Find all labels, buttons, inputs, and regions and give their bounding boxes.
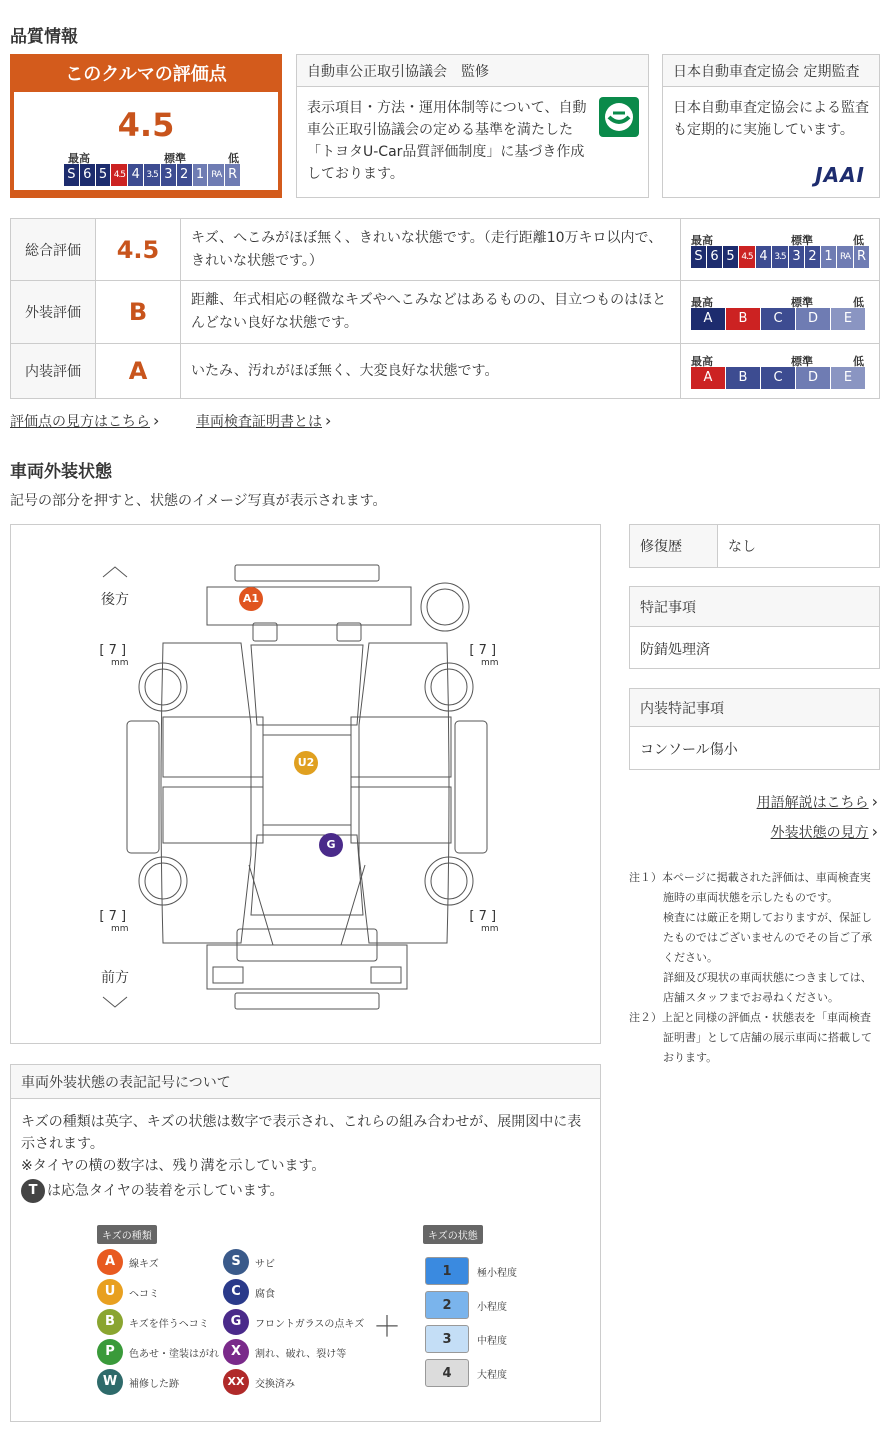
legend-state-item	[425, 1291, 507, 1319]
kind-label: 色あせ・塗装はがれ	[129, 1348, 219, 1360]
legend-kind-item	[223, 1279, 275, 1305]
kind-label: サビ	[255, 1258, 275, 1270]
repair-label: 修復歴	[630, 525, 718, 567]
tread-unit: mm	[481, 658, 499, 668]
kousei-logo-icon	[599, 97, 639, 137]
legend-kind-item	[223, 1369, 295, 1395]
legend-state-item	[425, 1325, 507, 1353]
note-2: 注２）上記と同様の評価点・状態表を「車両検査証明書」として店舗の展示車両に搭載しております。	[629, 1011, 872, 1064]
jaai-logo: JAAI	[815, 163, 865, 187]
scale-step: RA	[208, 164, 224, 186]
scale-step: 1	[821, 246, 836, 268]
kind-icon: XX	[223, 1369, 249, 1395]
score-scale	[64, 164, 240, 186]
car-diagram-icon	[11, 525, 600, 1043]
kind-title: キズの種類	[97, 1225, 157, 1244]
scale-step: 3.5	[144, 164, 160, 186]
scale-step: 2	[805, 246, 820, 268]
special-notes	[629, 586, 880, 669]
damage-mark-g[interactable]: G	[319, 833, 343, 857]
kind-icon: U	[97, 1279, 123, 1305]
row-score-scale	[691, 246, 869, 268]
scale-step: 4	[756, 246, 771, 268]
kind-label: ヘコミ	[129, 1288, 159, 1300]
interior-special-notes	[629, 688, 880, 770]
row-grade: 4.5	[96, 219, 181, 281]
overall-score: 4.5	[117, 106, 175, 144]
legend-text-3: は応急タイヤの装着を示しています。	[47, 1183, 284, 1199]
scale-step: 4	[128, 164, 143, 186]
repair-history	[629, 524, 880, 568]
interior-special-label: 内装特記事項	[630, 689, 879, 727]
row-grade-scale	[691, 367, 869, 389]
grade-step: A	[691, 367, 725, 389]
rear-label: 後方	[101, 592, 129, 608]
scale-step: 4.5	[739, 246, 755, 268]
state-label: 大程度	[477, 1369, 507, 1381]
table-row: 外装評価 B 距離、年式相応の軽微なキズやへこみなどはあるものの、目立つものはほとんどない良好な状態です。 最高 標準 低 A B C D E	[11, 281, 880, 344]
glossary-link[interactable]: 用語解説はこちら ›	[757, 792, 878, 812]
table-row: 総合評価 4.5 キズ、へこみがほぼ無く、きれいな状態です。（走行距離10万キロ以内で、きれいな状態です。） 最高 標準 低 S 6 5 4.5 4 3.5 3 2 1 RA R	[11, 219, 880, 281]
legend-state-item	[425, 1359, 507, 1387]
row-grade-scale	[691, 308, 869, 330]
scale-step: 5	[723, 246, 738, 268]
legend-text-1: キズの種類は英字、キズの状態は数字で表示され、これらの組み合わせが、展開図中に表示されます。	[21, 1114, 582, 1152]
state-icon: 4	[425, 1359, 469, 1387]
tread-rr: 7	[478, 643, 487, 658]
exterior-view-link[interactable]: 外装状態の見方 ›	[771, 822, 878, 842]
tread-unit: mm	[111, 924, 129, 934]
scale-step: 3	[161, 164, 176, 186]
state-label: 極小程度	[477, 1267, 517, 1279]
kind-icon: X	[223, 1339, 249, 1365]
jaai-title: 日本自動車査定協会 定期監査	[663, 55, 879, 87]
legend-kind-item	[97, 1309, 209, 1335]
plus-sign: ＋	[373, 1310, 402, 1343]
scale-step: 6	[80, 164, 95, 186]
grade-step: B	[726, 308, 760, 330]
scale-step: 1	[193, 164, 208, 186]
special-value: 防錆処理済	[640, 642, 710, 658]
kind-label: 交換済み	[255, 1378, 295, 1390]
damage-mark-u2[interactable]: U2	[294, 751, 318, 775]
row-desc: キズ、へこみがほぼ無く、きれいな状態です。（走行距離10万キロ以内で、きれいな状態です。）	[181, 219, 681, 281]
note-1c: 詳細及び現状の車両状態につきましては、店舗スタッフまでお尋ねください。	[663, 971, 872, 1004]
row-label: 内装評価	[11, 344, 96, 399]
state-icon: 1	[425, 1257, 469, 1285]
scale-step: RA	[837, 246, 853, 268]
row-label: 外装評価	[11, 281, 96, 344]
legend-kind-item	[223, 1339, 346, 1365]
table-row: 内装評価 A いたみ、汚れがほぼ無く、大変良好な状態です。 最高 標準 低 A B C D E	[11, 344, 880, 399]
scale-low-label: 低	[228, 152, 239, 165]
grade-step: A	[691, 308, 725, 330]
section-title-exterior: 車両外装状態	[10, 462, 112, 482]
legend-state-item	[425, 1257, 517, 1285]
kind-icon: G	[223, 1309, 249, 1335]
kind-label: フロントガラスの点キズ	[255, 1318, 365, 1330]
state-label: 小程度	[477, 1301, 507, 1313]
tread-rl: 7	[108, 643, 117, 658]
interior-special-value: コンソール傷小	[640, 742, 738, 758]
kind-label: 割れ、破れ、裂け等	[255, 1348, 347, 1360]
scale-step: R	[225, 164, 240, 186]
legend-kind-item	[97, 1369, 179, 1395]
overall-score-box	[10, 54, 282, 198]
exterior-note: 記号の部分を押すと、状態のイメージ写真が表示されます。	[10, 493, 387, 509]
tread-unit: mm	[111, 658, 129, 668]
special-label: 特記事項	[630, 587, 879, 627]
legend-kind-item	[97, 1279, 159, 1305]
kind-label: 補修した跡	[129, 1378, 179, 1390]
kind-label: 線キズ	[129, 1258, 159, 1270]
kind-icon: A	[97, 1249, 123, 1275]
scale-step: 3	[789, 246, 804, 268]
legend-title: 車両外装状態の表記記号について	[11, 1065, 600, 1099]
kousei-text: 表示項目・方法・運用体制等について、自動車公正取引協議会の定める基準を満たした「トヨタU-Car品質評価制度」に基づき作成しております。	[307, 100, 587, 182]
tread-unit: mm	[481, 924, 499, 934]
scale-step: 5	[96, 164, 111, 186]
kind-icon: S	[223, 1249, 249, 1275]
exterior-diagram: 後方 前方 [ 7 ] mm [ 7 ] mm [ 7 ] mm [ 7 ] mm A1 U2 G	[10, 524, 601, 1044]
grade-step: E	[831, 308, 865, 330]
grade-step: E	[831, 367, 865, 389]
grade-step: D	[796, 367, 830, 389]
scale-step: 2	[177, 164, 192, 186]
scale-step: S	[691, 246, 706, 268]
row-label: 総合評価	[11, 219, 96, 281]
kind-icon: C	[223, 1279, 249, 1305]
note-1b: 検査には厳正を期しておりますが、保証したものではございませんのでその旨ご了承ください。	[663, 911, 872, 964]
kind-label: 腐食	[255, 1288, 275, 1300]
jaai-text: 日本自動車査定協会による監査も定期的に実施しています。	[673, 100, 869, 138]
scale-step: S	[64, 164, 79, 186]
scale-std-label: 標準	[164, 152, 186, 165]
scale-step: 3.5	[772, 246, 788, 268]
note-1: 注１）本ページに掲載された評価は、車両検査実施時の車両状態を示したものです。	[629, 871, 871, 904]
evaluation-table	[10, 218, 880, 399]
kind-icon: P	[97, 1339, 123, 1365]
scale-step: R	[854, 246, 869, 268]
grade-step: D	[796, 308, 830, 330]
legend-box	[10, 1064, 601, 1422]
front-label: 前方	[101, 970, 129, 986]
kind-icon: W	[97, 1369, 123, 1395]
section-title-quality: 品質情報	[10, 27, 78, 47]
legend-text-2: ※タイヤの横の数字は、残り溝を示しています。	[21, 1158, 326, 1174]
cert-link[interactable]: 車両検査証明書とは ›	[196, 411, 331, 431]
legend-kind-item	[97, 1339, 219, 1365]
grade-step: C	[761, 308, 795, 330]
legend-kind-item	[223, 1249, 275, 1275]
state-label: 中程度	[477, 1335, 507, 1347]
kousei-title: 自動車公正取引協議会 監修	[297, 55, 648, 87]
state-title: キズの状態	[423, 1225, 483, 1244]
state-icon: 2	[425, 1291, 469, 1319]
temporary-tire-icon: T	[21, 1179, 45, 1203]
jaai-box	[662, 54, 880, 198]
damage-mark-a1[interactable]: A1	[239, 587, 263, 611]
grade-step: B	[726, 367, 760, 389]
grade-step: C	[761, 367, 795, 389]
state-icon: 3	[425, 1325, 469, 1353]
legend-kind-item	[97, 1249, 159, 1275]
tread-fr: 7	[478, 909, 487, 924]
kind-label: キズを伴うヘコミ	[129, 1318, 209, 1330]
scale-step: 6	[707, 246, 722, 268]
kousei-box	[296, 54, 649, 198]
scale-high-label: 最高	[68, 152, 90, 165]
scale-step: 4.5	[111, 164, 127, 186]
row-grade: A	[96, 344, 181, 399]
tread-fl: 7	[108, 909, 117, 924]
row-desc: 距離、年式相応の軽微なキズやへこみなどはあるものの、目立つものはほとんどない良好な状態です。	[181, 281, 681, 344]
row-grade: B	[96, 281, 181, 344]
notes	[629, 868, 879, 1068]
row-desc: いたみ、汚れがほぼ無く、大変良好な状態です。	[181, 344, 681, 399]
score-box-title: このクルマの評価点	[65, 64, 227, 85]
how-to-read-link[interactable]: 評価点の見方はこちら ›	[10, 411, 159, 431]
kind-icon: B	[97, 1309, 123, 1335]
repair-value: なし	[728, 539, 756, 555]
legend-kind-item	[223, 1309, 364, 1335]
